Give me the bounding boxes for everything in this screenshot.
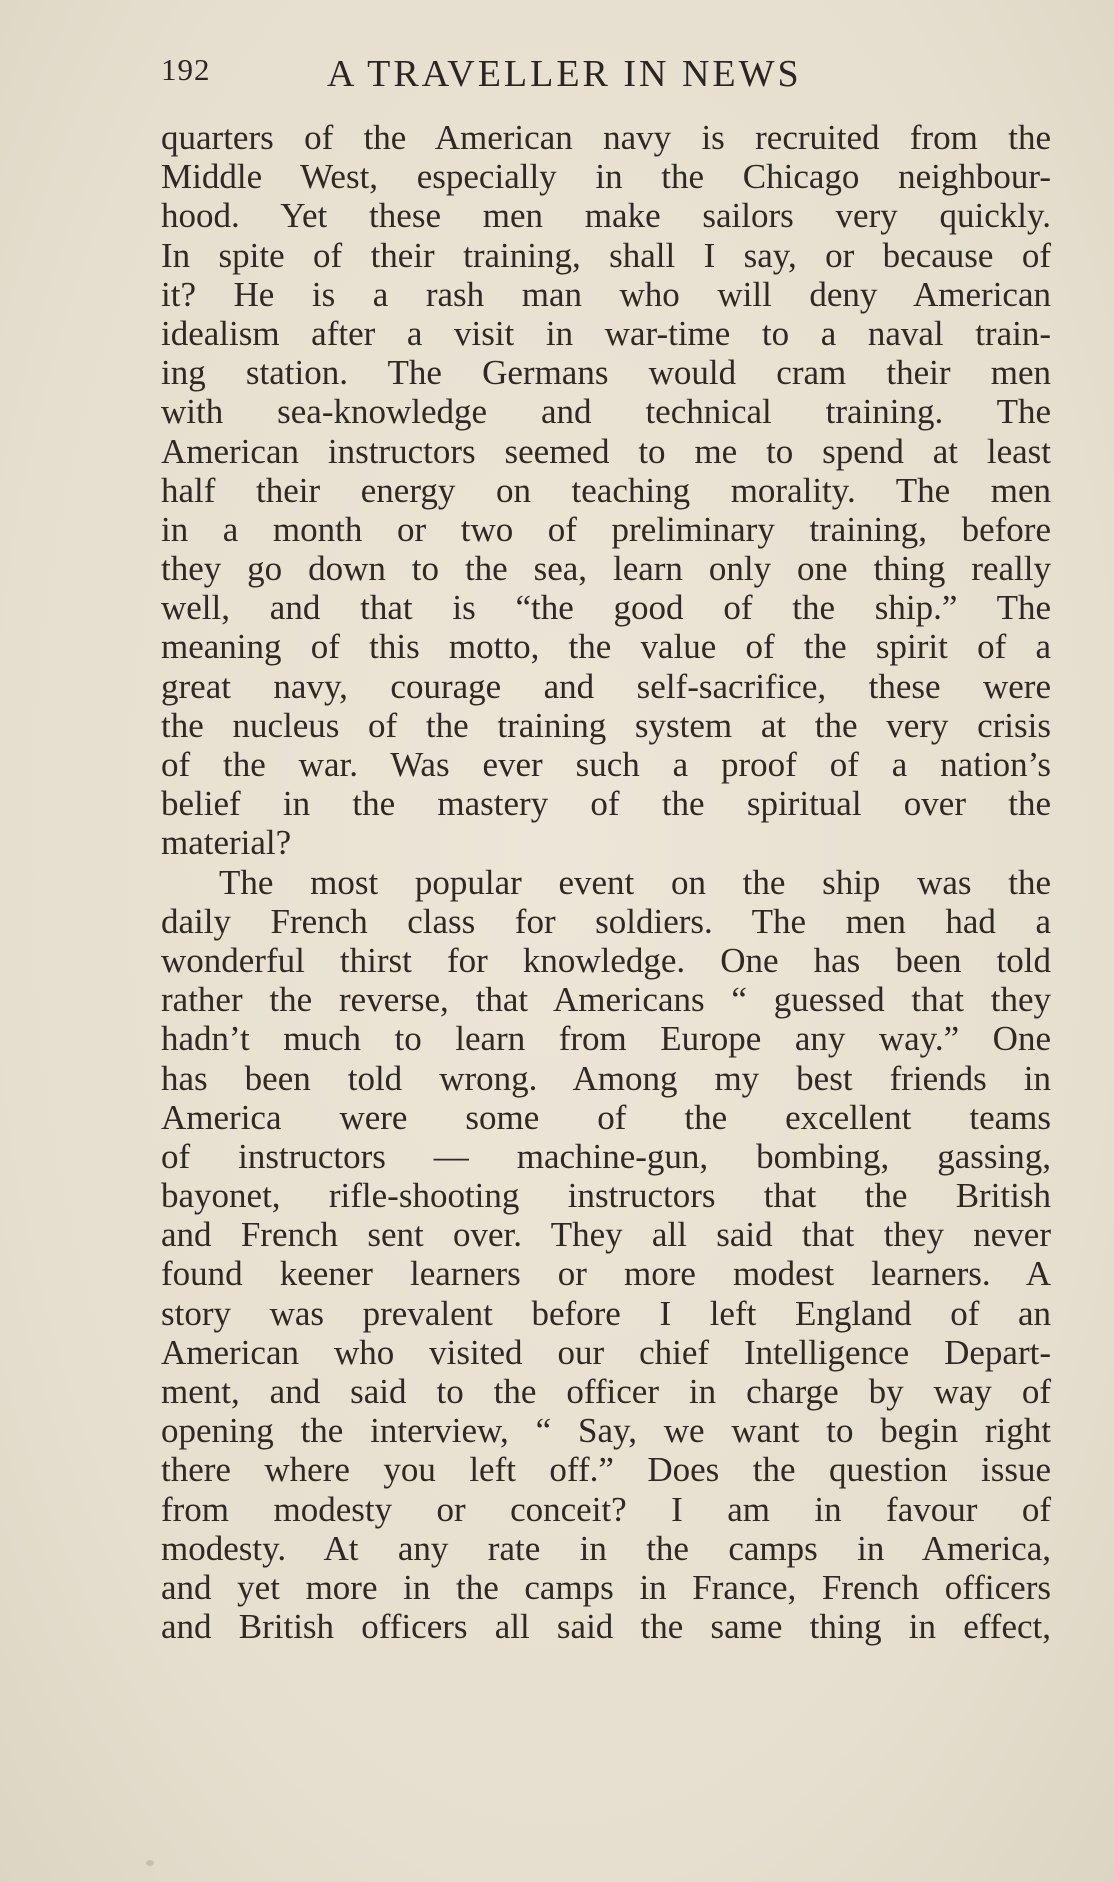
text-line: it? He is a rash man who will deny American (161, 274, 1051, 314)
text-line: of instructors — machine-gun, bombing, gassing, (161, 1136, 1051, 1176)
running-head (161, 52, 1051, 98)
text-line: from modesty or conceit? I am in favour of (161, 1489, 1051, 1529)
text-line: and yet more in the camps in France, French officers (161, 1567, 1051, 1607)
text-line: rather the reverse, that Americans “ guessed that they (161, 980, 1051, 1020)
text-line: the nucleus of the training system at the very crisis (161, 705, 1051, 745)
text-line: Middle West, especially in the Chicago neighbour- (161, 157, 1051, 197)
text-line: daily French class for soldiers. The men had a (161, 901, 1051, 941)
text-line: ing station. The Germans would cram their men (161, 353, 1051, 393)
text-line: has been told wrong. Among my best friends in (161, 1058, 1051, 1098)
text-line: American who visited our chief Intelligence Depart- (161, 1332, 1051, 1372)
text-line: America were some of the excellent teams (161, 1097, 1051, 1137)
text-line: in a month or two of preliminary training, before (161, 509, 1051, 549)
text-line: material? (161, 823, 292, 863)
page-number: 192 (161, 52, 211, 87)
text-line: quarters of the American navy is recruited from the (161, 118, 1051, 157)
text-line: there where you left off.” Does the question issue (161, 1450, 1051, 1490)
text-line: they go down to the sea, learn only one thing really (161, 549, 1051, 589)
text-line: idealism after a visit in war-time to a naval train- (161, 313, 1051, 353)
text-line: hood. Yet these men make sailors very quickly. (161, 196, 1051, 236)
text-line: opening the interview, “ Say, we want to begin right (161, 1411, 1051, 1451)
text-line: hadn’t much to learn from Europe any way.” One (161, 1019, 1051, 1059)
body-text (161, 118, 1051, 1646)
text-line: belief in the mastery of the spiritual over the (161, 784, 1051, 824)
text-line: wonderful thirst for knowledge. One has been told (161, 940, 1051, 980)
text-line: In spite of their training, shall I say, or because of (161, 235, 1051, 275)
text-line: The most popular event on the ship was the (219, 862, 1051, 902)
text-line: modesty. At any rate in the camps in America, (161, 1528, 1051, 1568)
text-line: American instructors seemed to me to spend at least (161, 431, 1051, 471)
text-line: and British officers all said the same thing in effect, (161, 1607, 1051, 1647)
running-title: A TRAVELLER IN NEWS (327, 53, 802, 95)
text-line: story was prevalent before I left England of an (161, 1293, 1051, 1333)
paper-speck (146, 1860, 154, 1866)
text-line: meaning of this motto, the value of the spirit of a (161, 627, 1051, 667)
text-line: well, and that is “the good of the ship.” The (161, 588, 1051, 628)
text-line: of the war. Was ever such a proof of a nation’s (161, 745, 1051, 784)
text-line: with sea-knowledge and technical training. The (161, 392, 1051, 432)
text-line: and French sent over. They all said that they never (161, 1215, 1051, 1255)
text-line: ment, and said to the officer in charge by way of (161, 1372, 1051, 1411)
text-line: bayonet, rifle-shooting instructors that the British (161, 1176, 1051, 1216)
text-line: half their energy on teaching morality. The men (161, 470, 1051, 510)
text-line: found keener learners or more modest learners. A (161, 1254, 1051, 1294)
text-line: great navy, courage and self-sacrifice, these were (161, 666, 1051, 706)
